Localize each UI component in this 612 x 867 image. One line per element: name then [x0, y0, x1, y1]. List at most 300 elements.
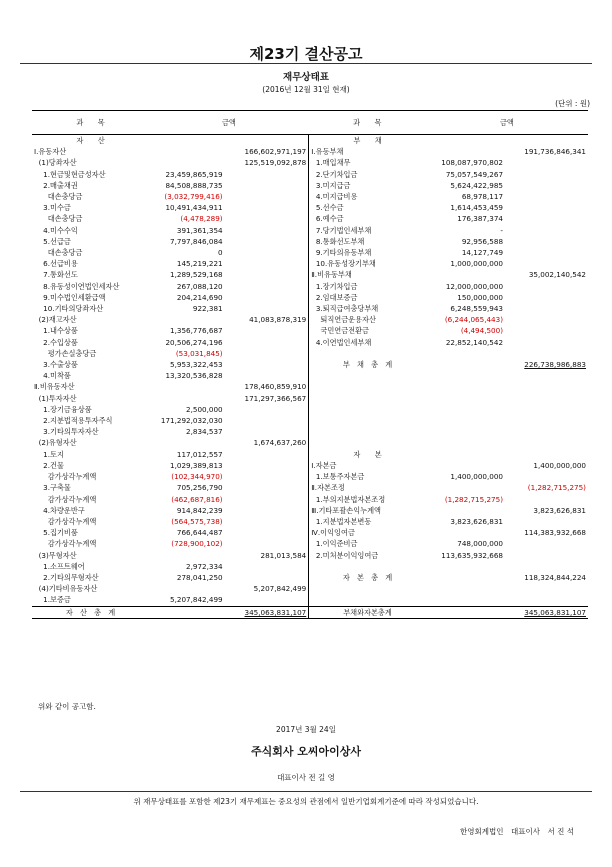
table-row	[32, 426, 588, 437]
right-item: Ⅰ.자본금	[311, 460, 337, 470]
left-amount-detail	[149, 146, 225, 157]
right-item	[309, 415, 426, 426]
left-amount-detail	[149, 393, 225, 404]
right-item: 4.이연법인세부채	[311, 337, 372, 347]
table-row	[32, 213, 588, 224]
right-amount-subtotal: 191,736,846,341	[524, 147, 586, 157]
right-amount-subtotal	[505, 281, 588, 292]
right-item: 1.이익준비금	[311, 539, 358, 549]
left-amount-detail: 5,207,842,499	[170, 595, 223, 605]
left-item: (2)재고자산	[34, 315, 77, 325]
total-liab-equity-value: 345,063,831,107	[505, 606, 588, 618]
right-item: 1.매입채무	[311, 158, 351, 168]
left-item: (1)당좌자산	[34, 158, 77, 168]
right-amount-subtotal	[505, 169, 588, 180]
right-amount-detail	[426, 348, 505, 359]
right-item: 2.단기차입금	[311, 169, 358, 179]
right-amount-subtotal	[505, 381, 588, 392]
left-amount-detail: 705,256,790	[176, 483, 223, 493]
right-amount-subtotal	[505, 213, 588, 224]
right-item: Ⅲ.기타포괄손익누계액	[311, 505, 381, 515]
right-amount-subtotal	[505, 236, 588, 247]
left-item: 평가손실충당금	[34, 348, 97, 358]
right-amount-detail: (4,494,500)	[460, 326, 504, 336]
table-row	[32, 404, 588, 415]
left-amount-subtotal	[225, 269, 309, 280]
table-row	[32, 348, 588, 359]
left-amount-detail: 2,500,000	[186, 404, 223, 414]
right-amount-subtotal	[505, 393, 588, 404]
left-item: 6.선급비용	[34, 259, 78, 269]
right-item	[309, 426, 426, 437]
right-amount-subtotal	[505, 370, 588, 381]
left-amount-detail: (102,344,970)	[171, 472, 223, 482]
table-row	[32, 202, 588, 213]
right-item: Ⅱ.자본조정	[311, 483, 345, 493]
right-item: Ⅱ.비유동부채	[311, 270, 352, 280]
totals-row	[32, 606, 588, 618]
right-amount-detail: 1,614,453,459	[450, 203, 504, 213]
right-item: 2.임대보증금	[311, 292, 358, 302]
right-item: 1.지분법자본변동	[311, 516, 372, 526]
table-row	[32, 281, 588, 292]
right-item	[309, 381, 426, 392]
left-item: (1)투자자산	[34, 393, 77, 403]
left-amount-detail: 278,041,250	[176, 572, 223, 582]
right-amount-detail: 75,057,549,267	[445, 169, 504, 179]
right-item: 1.보통주자본금	[311, 472, 365, 482]
left-amount-subtotal	[225, 471, 309, 482]
table-row	[32, 460, 588, 471]
right-amount-detail	[426, 594, 505, 606]
left-item: 9.미수법인세환급액	[34, 292, 106, 302]
unit-label: (단위 : 원)	[555, 99, 590, 108]
header-right-item: 과 목	[309, 111, 426, 135]
left-amount-subtotal	[225, 247, 309, 258]
left-amount-subtotal	[225, 516, 309, 527]
table-row	[32, 303, 588, 314]
left-amount-subtotal: 171,297,366,567	[225, 393, 309, 404]
table-row	[32, 572, 588, 583]
left-item: 5.선급금	[34, 236, 71, 246]
table-row	[32, 550, 588, 561]
left-item: (2)유형자산	[34, 438, 77, 448]
right-amount-subtotal	[505, 494, 588, 505]
as-of-date: (2016년 12월 31일 현재)	[262, 85, 350, 94]
left-amount-detail: 117,012,557	[176, 449, 223, 459]
left-item: 1.소프트웨어	[34, 561, 85, 571]
right-amount-detail	[426, 415, 505, 426]
right-amount-detail: (6,244,065,443)	[444, 315, 504, 325]
right-amount-detail	[426, 359, 505, 370]
table-row	[32, 359, 588, 370]
left-amount-subtotal	[225, 325, 309, 336]
right-item: 9.기타의유동부채	[311, 248, 372, 258]
table-row	[32, 269, 588, 280]
right-amount-subtotal	[505, 314, 588, 325]
left-amount-detail: 145,219,221	[176, 259, 223, 269]
left-amount-detail: 766,644,487	[176, 528, 223, 538]
right-item: 1.부의지분법자본조정	[311, 494, 386, 504]
left-amount-detail: (564,575,738)	[171, 516, 223, 526]
left-amount-subtotal	[225, 527, 309, 538]
left-amount-detail: 7,797,846,084	[170, 236, 223, 246]
left-amount-subtotal	[225, 191, 309, 202]
right-amount-detail	[426, 404, 505, 415]
right-amount-detail: 150,000,000	[457, 292, 504, 302]
right-item	[309, 561, 426, 572]
left-item: 2.건물	[34, 460, 64, 470]
right-amount-subtotal	[505, 437, 588, 448]
left-amount-subtotal: 41,083,878,319	[225, 314, 309, 325]
right-item: 부 채	[353, 136, 382, 145]
left-amount-detail: 391,361,354	[176, 225, 223, 235]
left-amount-detail: 10,491,434,911	[165, 203, 223, 213]
left-item: 10.기타의당좌자산	[34, 304, 104, 314]
right-amount-detail	[426, 449, 505, 460]
right-amount-subtotal	[505, 292, 588, 303]
left-amount-subtotal	[225, 348, 309, 359]
balance-sheet-table	[32, 110, 588, 619]
right-amount-subtotal	[505, 157, 588, 168]
table-row	[32, 381, 588, 392]
right-amount-subtotal	[505, 471, 588, 482]
table-row	[32, 471, 588, 482]
table-row	[32, 191, 588, 202]
table-row	[32, 258, 588, 269]
left-amount-subtotal	[225, 135, 309, 147]
table-row	[32, 482, 588, 493]
left-amount-detail	[149, 550, 225, 561]
left-amount-detail: 922,381	[192, 304, 223, 314]
table-row	[32, 247, 588, 258]
left-amount-subtotal	[225, 202, 309, 213]
right-amount-subtotal	[505, 225, 588, 236]
right-item: 10.유동성장기부채	[311, 259, 376, 269]
table-row	[32, 135, 588, 147]
right-item: 국민연금전환금	[311, 326, 369, 336]
right-amount-subtotal	[505, 561, 588, 572]
right-amount-subtotal	[505, 180, 588, 191]
right-amount-subtotal	[505, 303, 588, 314]
left-item: (4)기타비유동자산	[34, 584, 98, 594]
left-amount-subtotal: 178,460,859,910	[225, 381, 309, 392]
top-divider	[20, 63, 592, 64]
right-item: Ⅰ.유동부채	[311, 147, 344, 157]
right-item: Ⅳ.이익잉여금	[311, 528, 355, 538]
right-amount-detail	[426, 583, 505, 594]
right-amount-subtotal: (1,282,715,275)	[527, 483, 586, 493]
left-amount-subtotal	[225, 303, 309, 314]
left-item: (3)무형자산	[34, 550, 77, 560]
table-row	[32, 157, 588, 168]
left-item: 2.수입상품	[34, 337, 78, 347]
right-item: 3.미지급금	[311, 180, 351, 190]
right-amount-subtotal	[505, 426, 588, 437]
left-amount-subtotal	[225, 236, 309, 247]
left-item: 3.수출상품	[34, 360, 78, 370]
table-row	[32, 583, 588, 594]
right-item: 5.선수금	[311, 203, 344, 213]
left-item: 감가상각누계액	[34, 516, 97, 526]
left-item: Ⅰ.유동자산	[34, 147, 67, 157]
left-amount-detail: 23,459,865,919	[165, 169, 223, 179]
left-item: 3.기타의투자자산	[34, 427, 99, 437]
table-row	[32, 415, 588, 426]
right-item	[309, 348, 426, 359]
left-amount-subtotal	[225, 370, 309, 381]
left-amount-detail: (462,687,816)	[171, 494, 223, 504]
left-item: 감가상각누계액	[34, 472, 97, 482]
right-amount-subtotal	[505, 449, 588, 460]
table-row	[32, 292, 588, 303]
right-amount-detail: 22,852,140,542	[445, 337, 504, 347]
table-row	[32, 370, 588, 381]
left-item: 2.지분법적용투자주식	[34, 416, 113, 426]
total-assets-label: 자 산 총 계	[32, 606, 149, 618]
left-amount-detail	[149, 314, 225, 325]
left-item: 1.장기금융상품	[34, 404, 92, 414]
left-amount-subtotal	[225, 404, 309, 415]
left-item: 대손충당금	[34, 214, 83, 224]
left-amount-detail: 5,953,322,453	[170, 360, 223, 370]
left-amount-detail: 2,972,334	[186, 561, 223, 571]
left-amount-detail: 2,834,537	[186, 427, 223, 437]
table-row	[32, 538, 588, 549]
right-item	[309, 437, 426, 448]
right-item: 자 본	[353, 449, 382, 459]
left-amount-detail: 1,029,389,813	[170, 460, 223, 470]
right-amount-subtotal	[505, 583, 588, 594]
right-amount-detail: 113,635,932,668	[441, 550, 504, 560]
left-amount-detail	[149, 437, 225, 448]
left-item: 감가상각누계액	[34, 494, 97, 504]
right-item: 6.예수금	[311, 214, 344, 224]
left-amount-subtotal	[225, 594, 309, 606]
left-amount-detail	[149, 157, 225, 168]
right-amount-detail: 1,400,000,000	[450, 472, 504, 482]
right-amount-subtotal	[505, 247, 588, 258]
left-amount-detail: 0	[218, 248, 223, 258]
right-amount-subtotal	[505, 325, 588, 336]
table-row	[32, 449, 588, 460]
right-item: 자 본 총 계	[342, 572, 393, 582]
table-row	[32, 325, 588, 336]
right-item: 8.통화선도부채	[311, 236, 365, 246]
left-amount-detail	[149, 135, 225, 147]
right-amount-subtotal	[505, 202, 588, 213]
right-amount-detail	[426, 482, 505, 493]
left-amount-detail: 20,506,274,196	[165, 337, 223, 347]
left-item: 4.미착품	[34, 371, 71, 381]
left-amount-subtotal	[225, 180, 309, 191]
left-amount-detail: 84,508,888,735	[165, 180, 223, 190]
right-amount-subtotal	[505, 538, 588, 549]
right-amount-detail	[426, 561, 505, 572]
company-name: 주식회사 오씨아이상사	[250, 745, 362, 758]
left-amount-subtotal	[225, 225, 309, 236]
right-amount-detail: 68,978,117	[461, 192, 504, 202]
left-amount-subtotal: 281,013,584	[225, 550, 309, 561]
left-amount-detail	[149, 381, 225, 392]
right-amount-detail	[426, 393, 505, 404]
right-amount-detail: 1,000,000,000	[450, 259, 504, 269]
left-amount-detail: 914,842,239	[176, 505, 223, 515]
table-body	[32, 135, 588, 607]
left-amount-subtotal: 125,519,092,878	[225, 157, 309, 168]
right-amount-detail	[426, 572, 505, 583]
left-item: 7.통화선도	[34, 270, 78, 280]
left-amount-detail	[149, 583, 225, 594]
right-amount-subtotal: 226,738,986,883	[524, 360, 586, 370]
total-liab-equity-label: 부채와자본총계	[309, 606, 426, 618]
right-amount-detail: 176,387,374	[457, 214, 504, 224]
left-item: 4.미수수익	[34, 225, 78, 235]
right-item	[309, 594, 426, 606]
right-item: 부 채 총 계	[342, 360, 393, 370]
left-amount-subtotal	[225, 337, 309, 348]
right-amount-subtotal	[505, 135, 588, 147]
right-item	[309, 404, 426, 415]
right-amount-detail	[426, 505, 505, 516]
left-amount-detail: 1,289,529,168	[170, 270, 223, 280]
left-amount-detail: (53,031,845)	[175, 348, 223, 358]
left-amount-subtotal: 166,602,971,197	[225, 146, 309, 157]
right-amount-subtotal: 35,002,140,542	[528, 270, 586, 280]
left-item: 대손충당금	[34, 248, 83, 258]
right-item: 7.당기법인세부채	[311, 225, 372, 235]
total-spacer	[149, 606, 225, 618]
left-item: 3.미수금	[34, 203, 71, 213]
left-item: 8.유동성이연법인세자산	[34, 281, 120, 291]
left-amount-detail: 1,356,776,687	[170, 326, 223, 336]
left-amount-subtotal	[225, 494, 309, 505]
ceo-name: 대표이사 전 길 영	[277, 773, 335, 782]
right-amount-subtotal	[505, 404, 588, 415]
audit-footnote: 위 재무상태표를 포함한 제23기 재무제표는 중요성의 관점에서 일반기업회계기준에 따라 작성되었습니다.	[133, 797, 479, 806]
right-item	[309, 583, 426, 594]
left-amount-detail: (728,900,102)	[171, 539, 223, 549]
left-amount-subtotal	[225, 460, 309, 471]
left-amount-subtotal	[225, 258, 309, 269]
statement-title: 재무상태표	[283, 72, 329, 83]
right-amount-detail: 6,248,559,943	[450, 304, 504, 314]
table-row	[32, 527, 588, 538]
left-amount-subtotal: 5,207,842,499	[225, 583, 309, 594]
left-amount-subtotal	[225, 505, 309, 516]
right-amount-subtotal	[505, 516, 588, 527]
right-amount-detail	[426, 269, 505, 280]
table-row	[32, 314, 588, 325]
right-amount-detail: -	[500, 225, 504, 235]
left-item: 감가상각누계액	[34, 539, 97, 549]
left-item: 1.내수상품	[34, 326, 78, 336]
right-item: 4.미지급비용	[311, 192, 358, 202]
right-amount-subtotal	[505, 191, 588, 202]
right-amount-detail	[426, 460, 505, 471]
right-item: 3.퇴직급여충당부채	[311, 304, 379, 314]
left-item: 1.보증금	[34, 595, 71, 605]
bottom-divider	[20, 791, 592, 792]
left-item: 2.매출채권	[34, 180, 78, 190]
table-row	[32, 236, 588, 247]
left-item: Ⅱ.비유동자산	[34, 382, 75, 392]
right-item	[309, 370, 426, 381]
left-amount-detail: 13,320,536,828	[165, 371, 223, 381]
left-amount-subtotal	[225, 426, 309, 437]
left-amount-subtotal	[225, 415, 309, 426]
right-amount-detail	[426, 146, 505, 157]
left-amount-subtotal	[225, 561, 309, 572]
right-amount-detail	[426, 527, 505, 538]
right-amount-subtotal	[505, 348, 588, 359]
left-item: 1.토지	[34, 449, 64, 459]
right-amount-detail	[426, 426, 505, 437]
header-right-amount: 금액	[426, 111, 588, 135]
left-item: 2.기타의무형자산	[34, 572, 99, 582]
table-row	[32, 594, 588, 606]
table-row	[32, 437, 588, 448]
table-header-row	[32, 111, 588, 135]
left-item: 4.차량운반구	[34, 505, 85, 515]
right-amount-detail	[426, 135, 505, 147]
right-amount-subtotal	[505, 337, 588, 348]
table-row	[32, 225, 588, 236]
total-assets-value: 345,063,831,107	[225, 606, 309, 618]
right-item: 2.미처분이익잉여금	[311, 550, 379, 560]
table-row	[32, 169, 588, 180]
right-amount-detail: (1,282,715,275)	[444, 494, 504, 504]
header-left-amount: 금액	[149, 111, 309, 135]
left-amount-subtotal	[225, 292, 309, 303]
left-amount-detail: (4,478,289)	[180, 214, 223, 224]
table-row	[32, 494, 588, 505]
right-amount-detail	[426, 437, 505, 448]
right-amount-detail	[426, 381, 505, 392]
table-row	[32, 337, 588, 348]
right-item: 1.장기차입금	[311, 281, 358, 291]
table-row	[32, 393, 588, 404]
table-row	[32, 505, 588, 516]
left-amount-subtotal	[225, 572, 309, 583]
table-row	[32, 146, 588, 157]
left-amount-detail: 171,292,032,030	[160, 416, 223, 426]
right-amount-subtotal: 3,823,626,831	[533, 505, 586, 515]
left-amount-detail: (3,032,799,416)	[164, 192, 223, 202]
right-amount-detail: 748,000,000	[457, 539, 504, 549]
notice-date: 2017년 3월 24일	[276, 725, 336, 734]
left-item: 대손충당금	[34, 192, 83, 202]
left-amount-subtotal	[225, 169, 309, 180]
right-item: 퇴직연금운용자산	[311, 315, 376, 325]
right-amount-detail: 108,087,970,802	[441, 158, 504, 168]
notice-title: 제23기 결산공고	[249, 45, 363, 63]
left-amount-subtotal	[225, 359, 309, 370]
left-amount-subtotal	[225, 213, 309, 224]
table-row	[32, 561, 588, 572]
left-amount-subtotal	[225, 449, 309, 460]
right-amount-detail	[426, 370, 505, 381]
right-amount-subtotal: 118,324,844,224	[524, 572, 586, 582]
table-row	[32, 516, 588, 527]
left-amount-detail: 204,214,690	[176, 292, 223, 302]
left-amount-subtotal: 1,674,637,260	[225, 437, 309, 448]
right-amount-detail: 5,624,422,985	[450, 180, 504, 190]
right-amount-subtotal	[505, 258, 588, 269]
left-amount-subtotal	[225, 482, 309, 493]
header-left-item: 과 목	[32, 111, 149, 135]
left-item: 자 산	[76, 136, 105, 145]
